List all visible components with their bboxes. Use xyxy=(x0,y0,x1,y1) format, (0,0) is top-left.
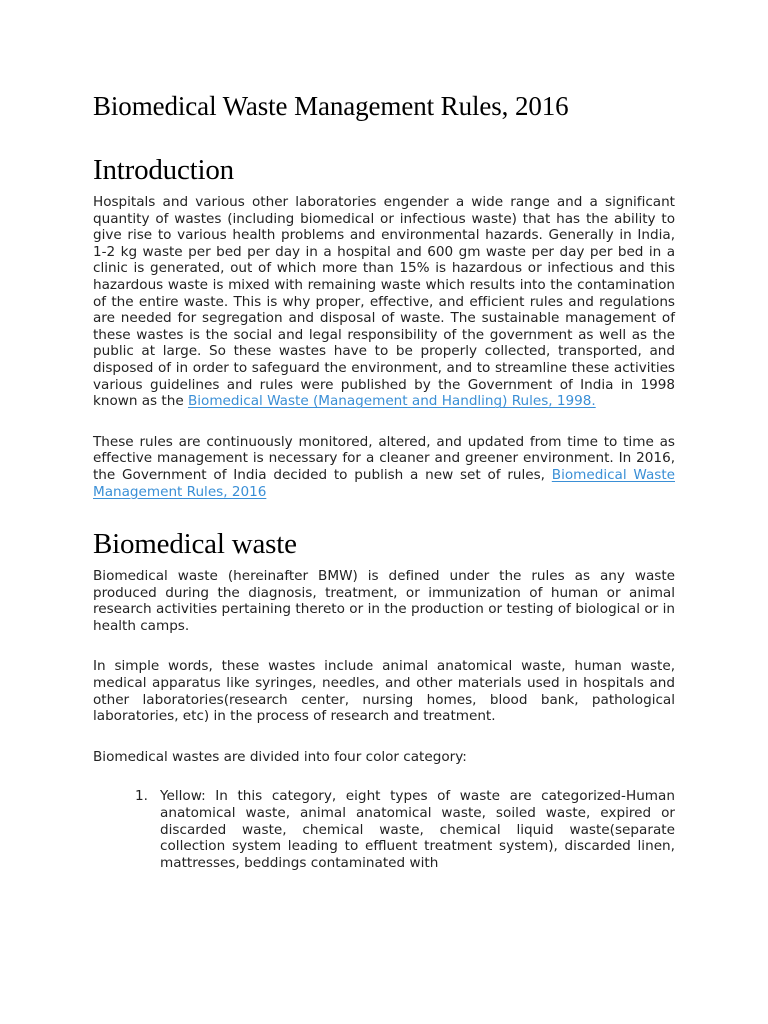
color-category-list xyxy=(93,788,675,871)
document-title: Biomedical Waste Management Rules, 2016 xyxy=(93,91,569,121)
bmw-paragraph-2: In simple words, these wastes include animal anatomical waste, human waste, medical apparatus like syringes, needles, and other materials used in hospitals and other laboratories(research center, nursing homes, blood bank, pathological laboratories, etc) in the process of research and treatment. xyxy=(93,658,675,725)
intro-paragraph-1-text: Hospitals and various other laboratories engender a wide range and a significant quantity of wastes (including biomedical or infectious waste) that has the ability to give rise to various health problems and environmental hazards. Generally in India, 1-2 kg waste per bed per day in a hospital and 600 gm waste per day per bed in a clinic is generated, out of which more than 15% is hazardous or infectious and this hazardous waste is mixed with remaining waste which results into the contamination of the entire waste. This is why proper, effective, and efficient rules and regulations are needed for segregation and disposal of waste. The sustainable management of these wastes is the social and legal responsibility of the government as well as the public at large. So these wastes have to be properly collected, transported, and disposed of in order to safeguard the environment, and to streamline these activities various guidelines and rules were published by the Government of India in 1998 known as the xyxy=(93,194,675,410)
list-item xyxy=(93,788,675,871)
section-heading-introduction: Introduction xyxy=(93,154,234,186)
bmw-paragraph-3: Biomedical wastes are divided into four color category: xyxy=(93,748,467,765)
document-page xyxy=(93,88,675,871)
intro-paragraph-1 xyxy=(93,194,675,410)
intro-paragraph-2 xyxy=(93,434,675,500)
link-bmw-rules-1998[interactable]: Biomedical Waste (Management and Handling) Rules, 1998. xyxy=(187,393,596,410)
section-heading-biomedical-waste: Biomedical waste xyxy=(93,528,297,561)
link-bmw-rules-2016[interactable]: Biomedical Waste Management Rules, 2016 xyxy=(93,466,675,500)
intro-paragraph-2-text: These rules are continuously monitored, altered, and updated from time to time as effective management is necessary for a cleaner and greener environment. In 2016, the Government of India decided to publish a new set of rules, xyxy=(93,433,675,483)
list-item-number: 1. xyxy=(135,788,148,805)
bmw-paragraph-1: Biomedical waste (hereinafter BMW) is defined under the rules as any waste produced during the diagnosis, treatment, or immunization of human or animal research activities pertaining thereto or in the production or testing of biological or in health camps. xyxy=(93,568,675,634)
list-item-text: Yellow: In this category, eight types of waste are categorized-Human anatomical waste, animal anatomical waste, soiled waste, expired or discarded waste, chemical waste, chemical liquid waste(separate collection system leading to effluent treatment system), discarded linen, mattresses, beddings contaminated with xyxy=(160,788,675,871)
